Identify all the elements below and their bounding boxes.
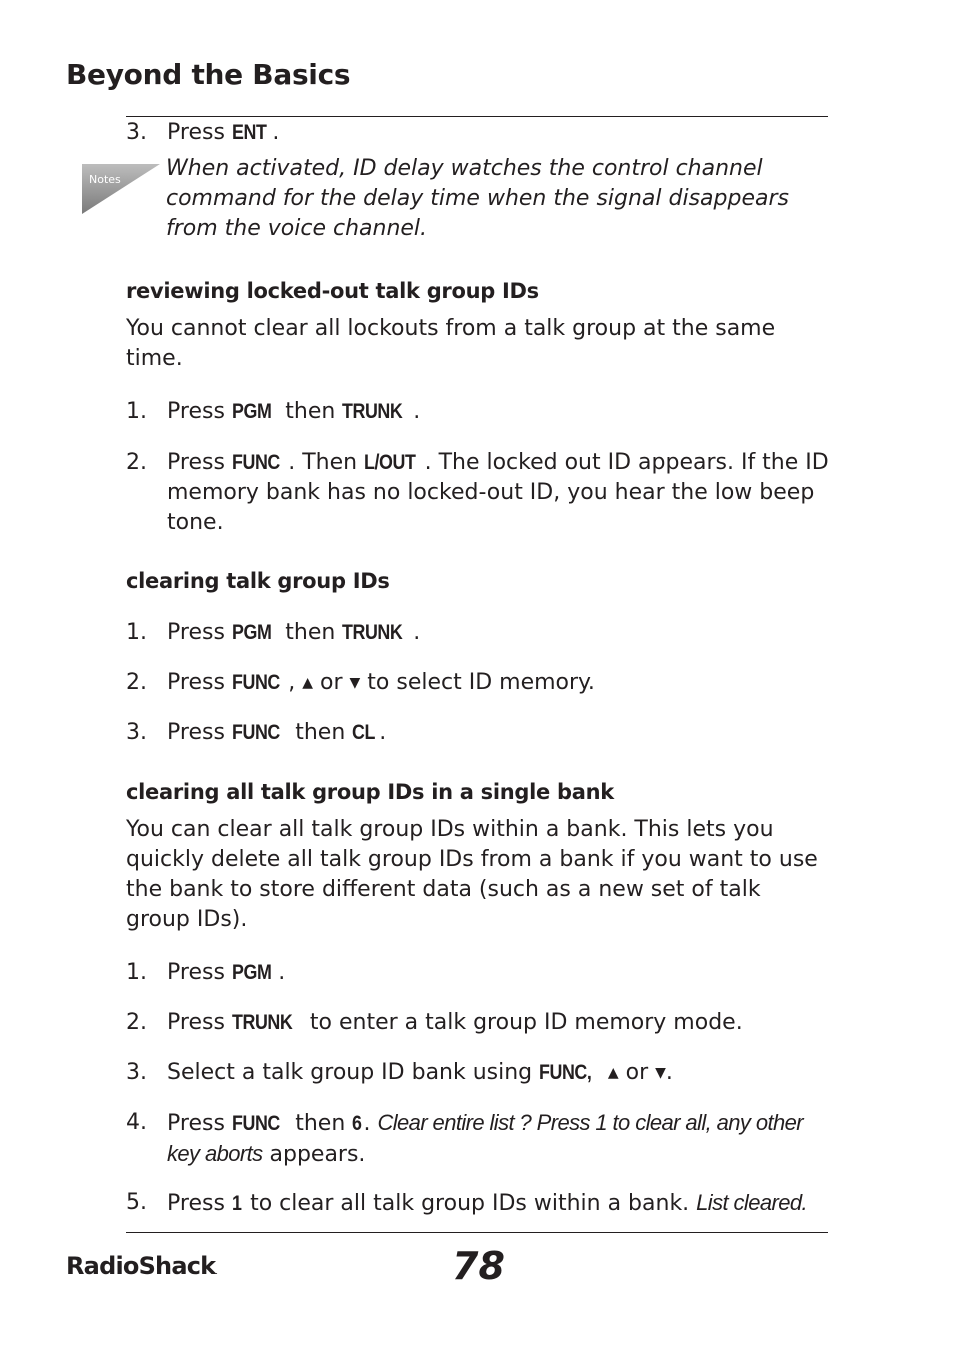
step-punctuation: . (272, 120, 280, 145)
step-press-label: Press (167, 670, 232, 695)
step-connector: then (288, 1111, 353, 1136)
step-text (167, 1188, 829, 1219)
key-trunk: TRUNK (342, 400, 403, 423)
key-6: 6 (352, 1112, 362, 1135)
up-arrow-icon: ▲ (302, 675, 314, 691)
step-description: to clear all talk group IDs within a bank. (243, 1191, 697, 1216)
step-text (167, 618, 829, 648)
step-press-label: Press (167, 720, 232, 745)
step-number: 2. (126, 670, 147, 695)
step-punctuation: . (379, 720, 387, 745)
key-pgm: PGM (231, 961, 272, 984)
key-func: FUNC (231, 721, 280, 744)
step-number: 3. (126, 1060, 147, 1085)
step-text (167, 1108, 829, 1170)
key-1: 1 (231, 1192, 242, 1215)
step-connector: or (313, 670, 350, 695)
step-press-label: Press (167, 1111, 232, 1136)
key-func: FUNC, (539, 1061, 592, 1084)
step-connector: then (278, 620, 343, 645)
step-text (167, 1008, 829, 1038)
step-text (167, 118, 829, 148)
step-description: appears. (262, 1142, 366, 1167)
notes-icon (80, 162, 162, 218)
radioshack-logo (66, 1252, 217, 1280)
key-lout: L/OUT (364, 451, 416, 474)
step-description: . The locked out ID appears. If the ID memory bank has no locked-out ID, you hear the low beep tone. (167, 450, 829, 535)
key-func: FUNC (231, 451, 280, 474)
note-text: When activated, ID delay watches the control channel command for the delay time when the signal disappears from the voice channel. (166, 156, 789, 241)
step-punctuation: . (665, 1060, 673, 1085)
clearing-all-intro: You can clear all talk group IDs within a bank. This lets you quickly delete all talk group IDs from a bank if you want to use the bank to store different data (such as a new set of talk group IDs). (126, 817, 818, 932)
page-header-title: Beyond the Basics (66, 58, 351, 91)
footer-rule (126, 1232, 828, 1233)
step-punctuation: . (363, 1111, 378, 1136)
key-pgm: PGM (231, 621, 272, 644)
step-press-label: Press (167, 399, 232, 424)
reviewing-intro: You cannot clear all lockouts from a talk group at the same time. (126, 316, 776, 371)
display-message: List cleared. (696, 1190, 807, 1215)
step-description: to select ID memory. (360, 670, 595, 695)
key-trunk: TRUNK (231, 1011, 293, 1034)
logo-text: RadioShack (66, 1252, 216, 1280)
key-trunk: TRUNK (342, 621, 403, 644)
display-message: Clear entire list ? Press 1 to clear all, any other key aborts (167, 1110, 803, 1166)
up-arrow-icon: ▲ (607, 1065, 619, 1081)
step-press-label: Press (167, 1191, 232, 1216)
step-number: 2. (126, 450, 147, 475)
step-text (167, 958, 829, 988)
step-connector: then (278, 399, 343, 424)
key-func: FUNC (231, 1112, 280, 1135)
step-punctuation: . (413, 399, 421, 424)
step-number: 3. (126, 720, 147, 745)
step-text (167, 397, 829, 427)
step-connector: then (288, 720, 353, 745)
step-text (167, 718, 829, 748)
down-arrow-icon: ▼ (655, 1065, 666, 1081)
step-connector: . Then (288, 450, 365, 475)
step-number: 1. (126, 960, 147, 985)
step-punctuation: . (413, 620, 421, 645)
step-text (167, 448, 829, 538)
step-press-label: Press (167, 120, 232, 145)
section-heading-clearing-all: clearing all talk group IDs in a single bank (126, 780, 614, 804)
step-connector: or (618, 1060, 656, 1085)
section-heading-clearing: clearing talk group IDs (126, 569, 390, 593)
header-rule (126, 116, 828, 117)
page-number: 78 (452, 1244, 505, 1288)
step-press-label: Press (167, 960, 232, 985)
step-press-label: Press (167, 450, 232, 475)
key-ent: ENT (231, 121, 267, 144)
step-number: 5. (126, 1190, 147, 1215)
step-number: 3. (126, 120, 147, 145)
down-arrow-icon: ▼ (349, 675, 361, 691)
logo-mark: . (215, 1267, 218, 1276)
step-text (167, 668, 829, 698)
step-comma: , (288, 670, 303, 695)
notes-icon-label: Notes (89, 173, 121, 186)
step-number: 1. (126, 620, 147, 645)
step-description: to enter a talk group ID memory mode. (302, 1010, 743, 1035)
step-text (167, 1058, 829, 1088)
step-press-label: Press (167, 1010, 232, 1035)
step-number: 2. (126, 1010, 147, 1035)
key-func: FUNC (231, 671, 280, 694)
step-lead: Select a talk group ID bank using (167, 1060, 540, 1085)
section-heading-reviewing: reviewing locked-out talk group IDs (126, 279, 539, 303)
step-punctuation: . (278, 960, 286, 985)
step-number: 4. (126, 1110, 147, 1135)
key-cl: CL (352, 721, 376, 744)
step-number: 1. (126, 399, 147, 424)
key-pgm: PGM (231, 400, 272, 423)
step-press-label: Press (167, 620, 232, 645)
